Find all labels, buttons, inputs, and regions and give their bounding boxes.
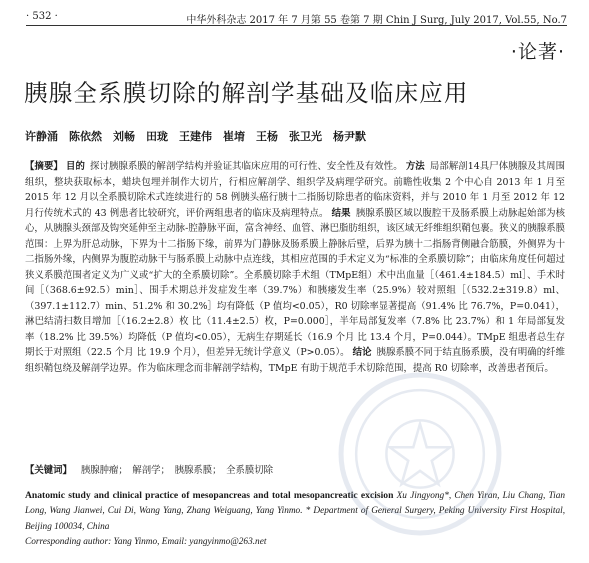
conclusion-text: 胰腺系膜不同于结直肠系膜，没有明确的纤维组织鞘包绕及解剖学边界。作为临床理念而非解剖学结构，TMpE 有助于规范手术切除范围，提高 R0 切除率，改善患者预后。 [25, 347, 565, 374]
article-title: 胰腺全系膜切除的解剖学基础及临床应用 [24, 79, 469, 107]
author-list: 许静涌 陈依然 刘畅 田珑 王建伟 崔堉 王杨 张卫光 杨尹默 [25, 130, 366, 143]
result-text: 胰腺系膜区域以腹腔干及肠系膜上动脉起始部为核心，从胰腺头颈部及钩突延伸至主动脉-腔静脉平面，富含神经、血管、淋巴脂肪组织，该区域无纤维组织鞘包裹。狭义的胰腺系膜范围：上界为肝总动脉，下界为十二指肠下缘，前界为门静脉及肠系膜上静脉后壁，后界为胰十二指肠背侧融合筋膜，外侧界为十二指肠外缘，内侧界为腹腔动脉干与肠系膜上动脉中点连线，其相应范围的手术定义为“标准的全系膜切除”；由临床角度任何超过狭义系膜范围者定义为广义或“扩大的全系膜切除”。全系膜切除手术组（TMpE组）术中出血量［（461.4±184.5）ml］、手术时间［（368.6±92.5）min］、围手术期总并发症发生率（39.7%）和胰瘘发生率（25.9%）较对照组［（532.2±319.8）ml、（397.1±112.7）min、51.2% 和 30.2%］均有降低（P 值均<0.05），R0 切除率显著提高（91.4% 比 76.7%，P=0.041），淋巴结清扫数目增加［（16.2±2.8）枚 比（11.4±2.5）枚，P=0.000］，半年局部复发率（7.8% 比 23.7%）和 1 年局部复发率（18.2% 比 39.5%）均降低（P 值均<0.05），无病生存期延长（16.9 个月 比 13.4 个月，P=0.044）。TMpE 组患者总生存期长于对照组（22.5 个月 比 19.9 个月），但差异无统计学意义（P>0.05）。 [25, 207, 565, 358]
page-number: · 532 · [26, 11, 58, 22]
abstract-tag: 【摘要】 [25, 161, 63, 172]
english-affiliation: * Department of General Surgery, Peking University First Hospital, Beijing 100034, China [25, 506, 566, 532]
section-tag: ·论著· [510, 41, 565, 63]
seal-watermark-icon [336, 370, 504, 538]
english-title: Anatomic study and clinical practice of mesopancreas and total mesopancreatic excision [25, 490, 394, 501]
method-text: 局部解剖14具尸体胰腺及其周围组织，整块获取标本，蜡块包埋并制作大切片，行相应解剖学、组织学及病理学研究。前瞻性收集 2 个中心自 2013 年 1 月至 2015 年 12 月以全系膜切除术式连续进行的 58 例胰头癌行胰十二指肠切除患者的临床资料，并与 2010 年 1 月至 2012 年 12 月行传统术式的 43 例患者比较研究，评价两组患者的临床及病理特点。 [25, 161, 565, 219]
corresponding-author: Corresponding author: Yang Yinmo, Email: yangyinmo@263.net [25, 537, 267, 548]
objective-text: 探讨胰腺系膜的解剖学结构并验证其临床应用的可行性、安全性及有效性。 [90, 161, 403, 172]
header-rule [26, 25, 567, 26]
method-label: 方法 [405, 161, 425, 172]
journal-citation: 中华外科杂志 2017 年 7 月第 55 卷第 7 期 Chin J Surg, July 2017, Vol.55, No.7 [186, 15, 567, 26]
objective-label: 目的 [66, 161, 85, 172]
conclusion-label: 结论 [352, 347, 372, 358]
keywords-text: 胰腺肿瘤； 解剖学； 胰腺系膜； 全系膜切除 [80, 465, 274, 476]
keywords-tag: 【关键词】 [25, 465, 72, 476]
result-label: 结果 [331, 207, 351, 219]
english-authors: Xu Jingyong*, Chen Yiran, Liu Chang, Tian Long, Wang Jianwei, Cui Di, Wang Yang, Zhang Weiguang, Yang Yinmo. [25, 491, 566, 517]
running-header [26, 9, 567, 25]
chinese-abstract [25, 159, 565, 376]
